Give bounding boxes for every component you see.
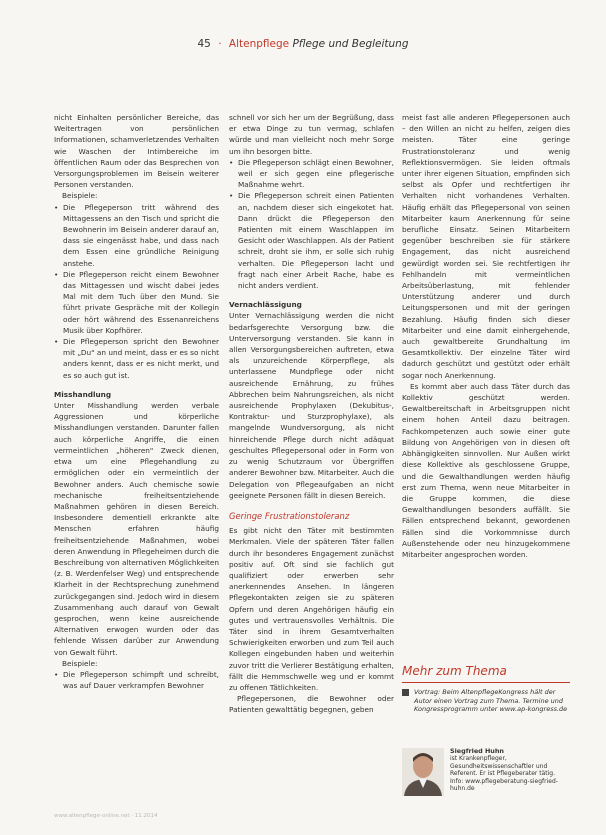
paragraph: meist fast alle anderen Pflegepersonen auch – den Willen an nicht zu helfen, zeigen dies meisten. Täter eine geringe Frustrationstoleranz und wenig Reflektionsvermögen. Sie leiden oftmals unter ihrer eigenen Situation, empfinden sich selbst als Opfer und rechtfertigen ihr Verhalten nicht vorhandenes Verhalten. Häufig erhält das Pflegepersonal von seinen Mitarbeiter kaum Anerkennung für seine berufliche Einsatz. Seinen Mitarbeitern gegenüber beschreiben sie für stärkere Engagement, das nicht ausreichend gewürdigt worden sei. Sie rechtfertigen ihr Fehlhandeln mit vermeintlichen Arbeitsüberlastung, mit fehlender Unterstützung anderer und durch Leitungspersonen und mit der geringen Bezahlung. Häufig finden sich dieser Mitarbeiter und eine damit einhergehende, auch gewaltbereite Grundhaltung im Gesamtkollektiv. Der einzelne Täter wird dadurch geschützt und gestützt oder erhält sogar noch Anerkennung.	[402, 113, 570, 380]
square-bullet-icon	[402, 689, 409, 696]
more-on-topic-box	[402, 664, 570, 714]
author-box	[402, 748, 570, 798]
note-text: Vortrag: Beim AltenpflegeKongress hält der Autor einen Vortrag zum Thema. Termine und Kongressprogramm unter www.ap-kongress.de	[414, 688, 568, 714]
example-list	[229, 157, 394, 291]
page-number: 45	[197, 38, 211, 50]
author-text	[450, 748, 570, 792]
box-title: Mehr zum Thema	[402, 664, 570, 683]
author-photo	[402, 748, 444, 796]
list-item: • Die Pflegeperson tritt während des Mittagessens an den Tisch und spricht die Bewohnerin im Beisein anderer darauf an, dass sie eingenässt habe, und dass nach dem Essen eine gründliche Reinigung anstehe.	[63, 202, 219, 269]
example-list	[54, 202, 219, 381]
paragraph: schnell vor sich her um der Begrüßung, dass er etwa Dinge zu tun vermag, schlafen würde und man vielleicht noch mehr Sorge um ihn besorgen bitte.	[229, 113, 394, 156]
header-separator: ·	[218, 38, 222, 50]
running-header	[0, 38, 606, 50]
example-label: Beispiele:	[62, 658, 98, 668]
list-item: • Die Pflegeperson schimpft und schreibt, was auf Dauer verkrampfen Bewohner	[63, 669, 219, 691]
paragraph: Es gibt nicht den Täter mit bestimmten Merkmalen. Viele der späteren Täter fallen durch ihr besonderes Engagement zunächst positiv auf. Oft sind sie fachlich gut qualifiziert oder erwerben sehr anerkennendes Ansehen. In längeren Pflegekontakten zeigen sie zu späteren Opfern und deren Angehörigen häufig ein gutes und vertrauensvolles Verhältnis. Die Täter sind in ihrem Gesamtverhalten Schwierigkeiten erworben und zum Teil auch Kollegen eingebunden haben und weiterhin zuvor tritt die Verlierer Bestätigung erhalten, fällt die Hemmschwelle weg und er kommt zu offenen Tätlichkeiten.	[229, 526, 394, 692]
list-item: • Die Pflegeperson schreit einen Patienten an, nachdem dieser sich eingekotet hat. Dann drückt die Pflegeperson den Patienten mit einem Waschlappen im Gesicht oder Waschlappen. Als der Patient schreit, droht sie ihm, er solle sich ruhig verhalten. Die Pflegeperson lacht und fragt nach einer Arbeit Rache, habe es nicht anders verdient.	[238, 190, 394, 291]
paragraph: Pflegepersonen, die Bewohner oder Patienten gewalttätig begegnen, geben	[229, 694, 394, 715]
subheading: Geringe Frustrationstoleranz	[229, 510, 350, 521]
column-1	[54, 112, 219, 691]
magazine-name: Altenpflege Pflege und Begleitung	[228, 38, 409, 50]
list-item: • Die Pflegeperson spricht den Bewohner mit „Du" an und meint, dass er es so nicht anders kennt, dass er es nicht merkt, und es so auch gut ist.	[63, 336, 219, 381]
author-bio: ist Krankenpfleger, Gesundheitswissenschaftler und Referent. Er ist Pflegeberater tätig. Info: www.pflegeberatung-siegfried-huhn.de	[450, 755, 558, 793]
example-label: Beispiele:	[62, 191, 98, 201]
author-name: Siegfried Huhn	[450, 747, 504, 755]
list-item: • Die Pflegeperson schlägt einen Bewohner, weil er sich gegen eine pflegerische Maßnahme wehrt.	[238, 157, 394, 191]
paragraph: nicht Einhalten persönlicher Bereiche, das Weitertragen von persönlichen Informationen, schamverletzendes Verhalten wie Waschen der Intimbereiche im öffentlichen Raum oder das Besprechen von Versorgungsproblemen im Beisein weiterer Personen verstanden.	[54, 113, 219, 190]
note	[402, 688, 570, 714]
section-label-misshandlung: Misshandlung	[54, 389, 112, 399]
section-label-vernachlaessigung: Vernachlässigung	[229, 300, 302, 310]
list-item: • Die Pflegeperson reicht einem Bewohner das Mittagessen und wischt dabei jedes Mal mit dem Tuch über den Mund. Sie führt private Gespräche mit der Kollegin oder hört während des Essenanreichens Musik über Kopfhörer.	[63, 269, 219, 336]
paragraph: Es kommt aber auch dass Täter durch das Kollektiv geschützt werden. Gewaltbereitschaft in Arbeitsgruppen nicht einem hohen Anteil dazu beitragen. Fachkompetenzen auch sowie einer gute Bildung von Angehörigen von in diesen oft Abhängigkeiten sinnvollen. Nur Außen wirkt diese Kollektive als geschlossene Gruppe, und die Gewalthandlungen werden häufig erst zum Thema, wenn neue Mitarbeiter in die Gruppe kommen, die diese Gewalthandlungen besonders auffällt. Sie Fällen entsprechend bekannt, gewordenen Fällen sind die Vorkommnisse durch Außenstehende oder neu hinzugekommene Mitarbeiter angesprochen worden.	[402, 381, 570, 559]
paragraph: Unter Vernachlässigung werden die nicht bedarfsgerechte Versorgung bzw. die Unterversorgung verstanden. Sie kann in allen Versorgungsbereichen auftreten, etwa als unzureichende Körperpflege, als unterlassene Mundpflege oder nicht ausreichende Ernährung, zu frühes Abbrechen beim Nahrungsreichen, als nicht ausreichende Prophylaxen (Dekubitus-, Kontraktur- und Sturzprophylaxe), als mangelnde Wundversorgung, als nicht hinreichende Pflege durch nicht adäquat geschultes Pflegepersonal oder in Form von zu wenig Schutzraum vor Übergriffen anderer Bewohner bzw. Mitarbeiter. Auch die Delegation von Pflegeaufgaben an nicht geeignete Personen fällt in diesen Bereich.	[229, 311, 394, 500]
page-footer: www.altenpflege-online.net · 11.2014	[54, 813, 158, 819]
example-list	[54, 669, 219, 691]
section-tagline: Pflege und Begleitung	[292, 38, 409, 50]
column-2	[229, 112, 394, 716]
paragraph: Unter Misshandlung werden verbale Aggressionen und körperliche Misshandlungen verstanden. Darunter fallen auch körperliche Angriffe, die einen vermeintlichen „höheren" Zweck dienen, etwa um eine Pflegehandlung zu ermöglichen oder ein vermeintlich der Bewohner anders. Auch chemische sowie mechanische freiheitsentziehende Maßnahmen gehören in diesen Bereich. Insbesondere dementiell erkrankte alte Menschen erfahren häufig freiheitsentziehende Maßnahmen, wobei deren Anwendung in Pflegeheimen durch die Beschreibung von alternativen Möglichkeiten (z. B. Werdenfelser Weg) und entsprechende Klarheit in der Rechtsprechung zunehmend zurückgegangen sind. Jedoch wird in diesem Zusammenhang auch darauf von Gewalt gesprochen, wenn keine ausreichende Alternativen erwogen wurden oder das fehlende Wissen darüber zur Anwendung von Gewalt führt.	[54, 401, 219, 657]
column-3	[402, 112, 570, 560]
